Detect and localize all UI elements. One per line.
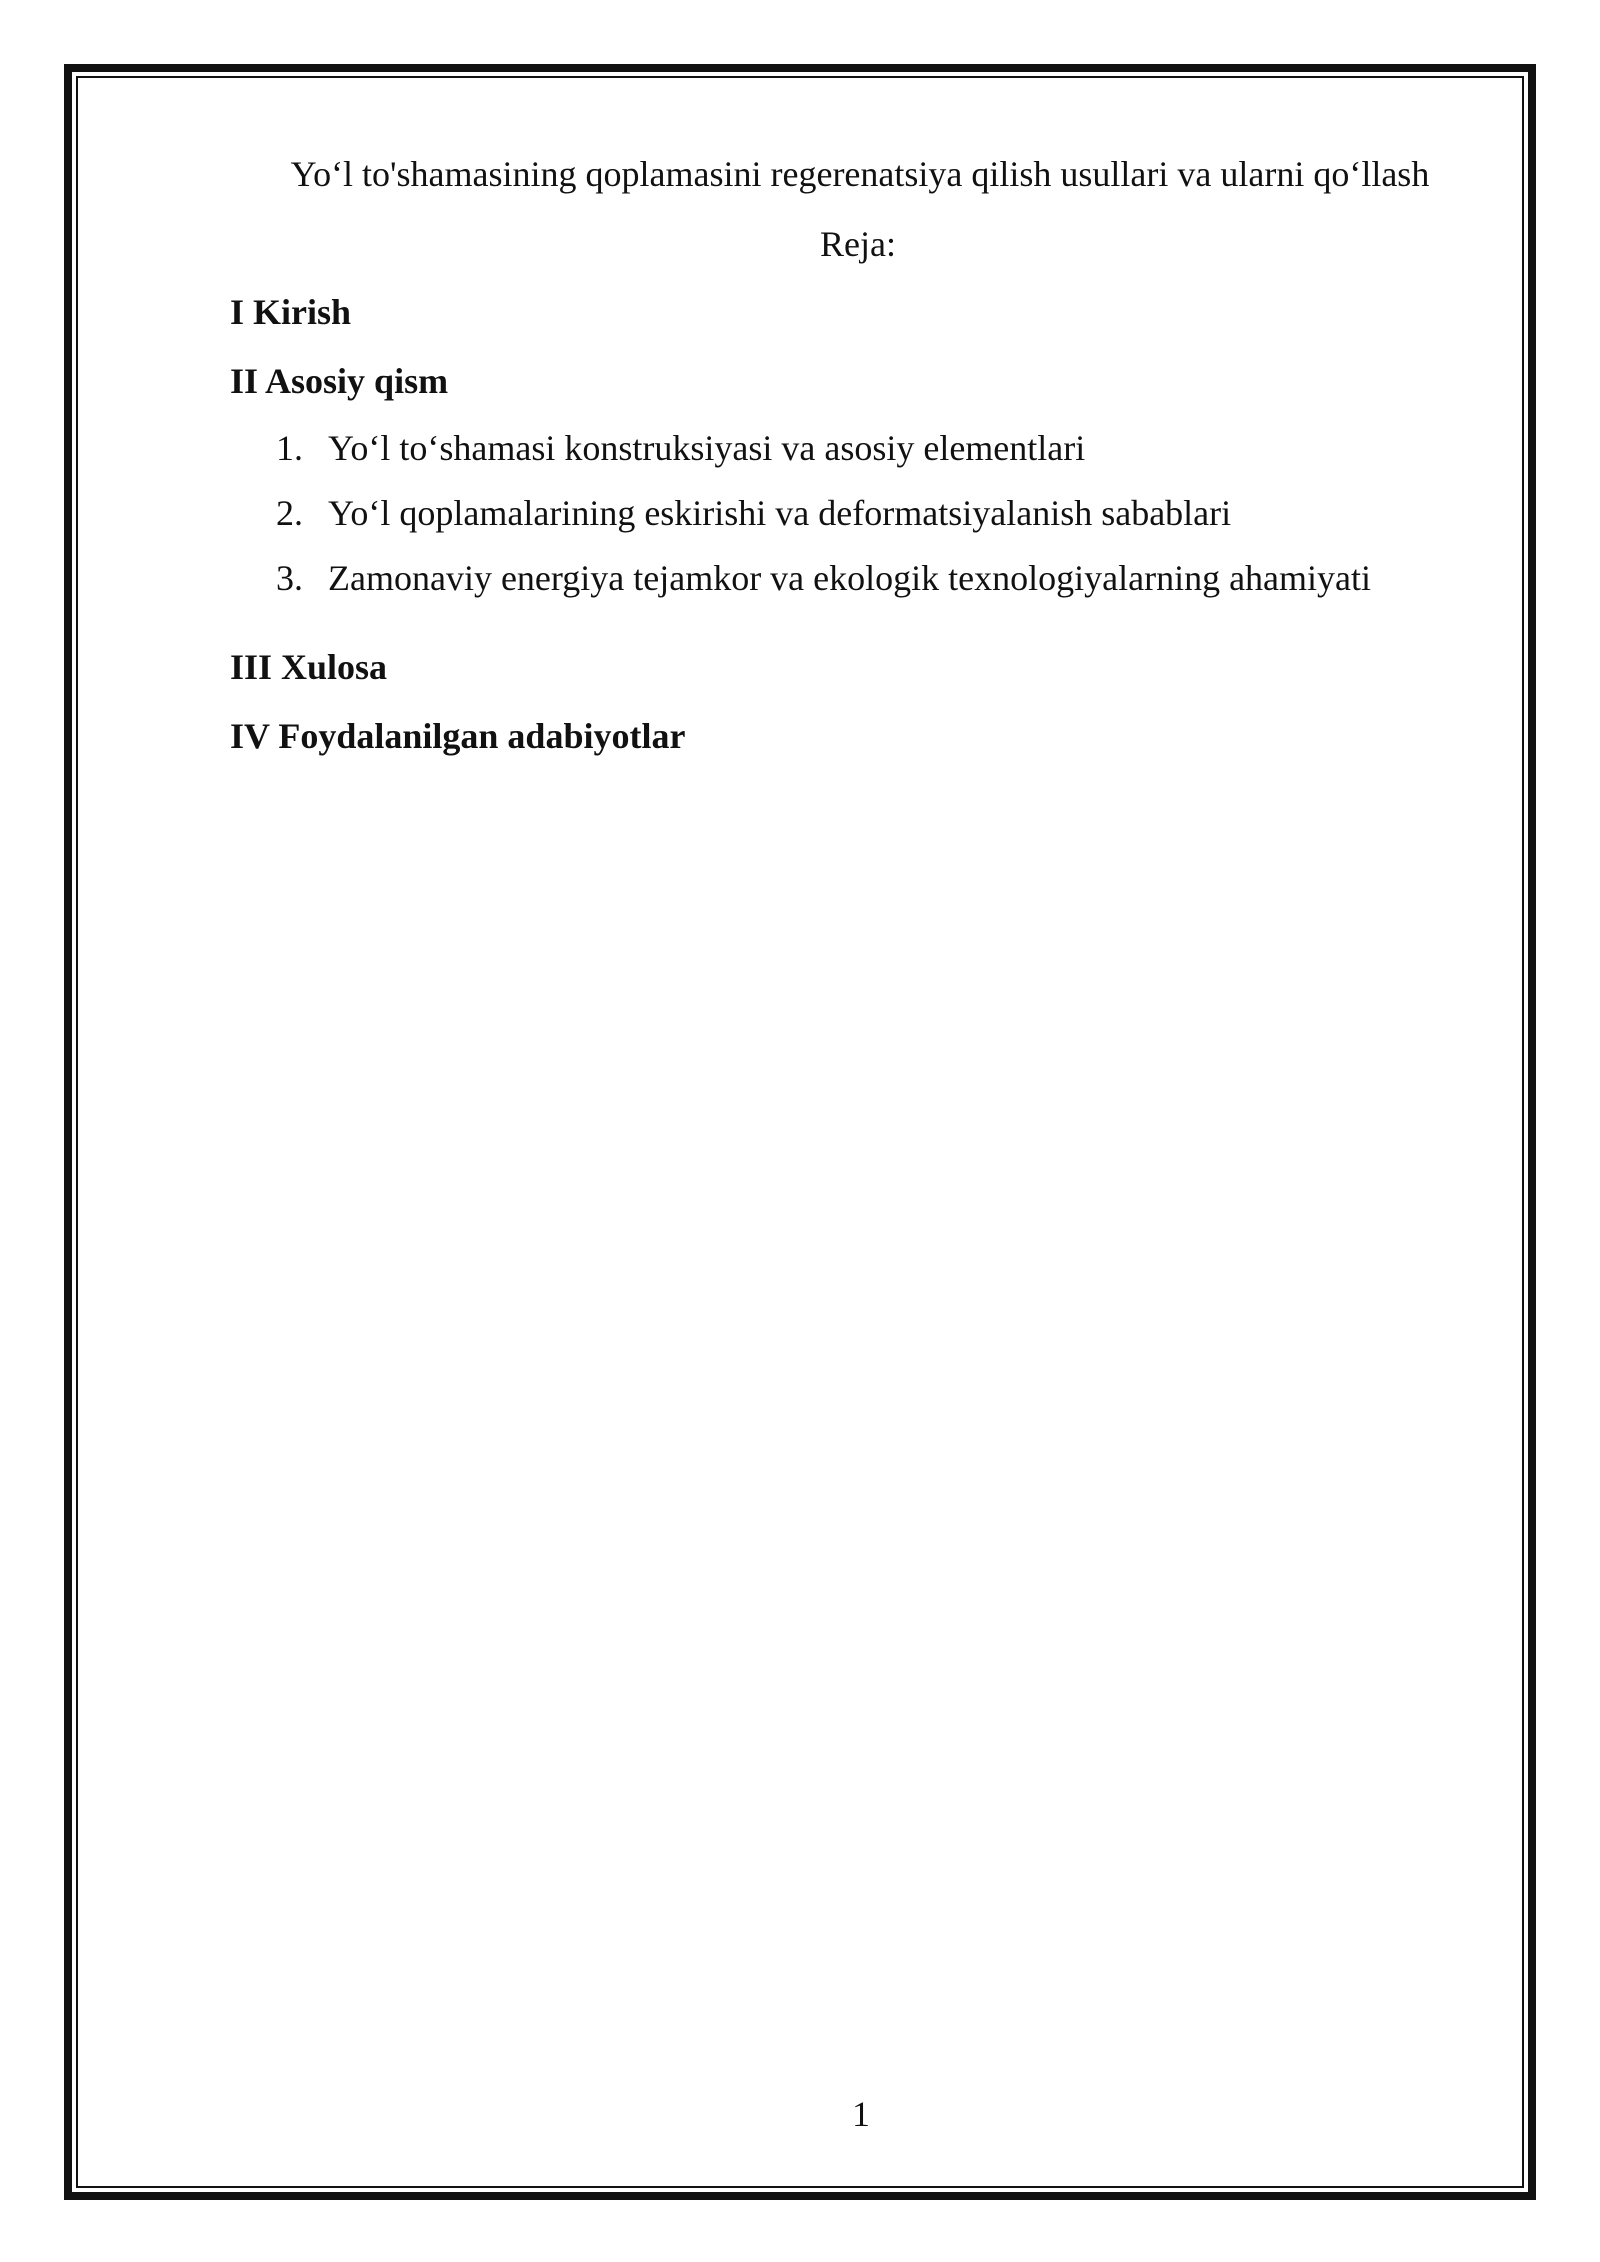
section-introduction: I Kirish: [230, 292, 352, 332]
document-title: Yo‘l to'shamasining qoplamasini regerenatsiya qilish usullari va ularni qo‘llash: [290, 154, 1430, 194]
plan-heading: Reja:: [820, 224, 896, 264]
section-conclusion: III Xulosa: [230, 647, 388, 687]
page-number: 1: [852, 2094, 870, 2134]
list-item-text: Yo‘l qoplamalarining eskirishi va deformatsiyalanish sabablari: [328, 493, 1232, 533]
section-references: IV Foydalanilgan adabiyotlar: [230, 716, 686, 756]
list-item-number: 3.: [276, 558, 303, 598]
list-item-number: 2.: [276, 493, 303, 533]
list-item-text: Zamonaviy energiya tejamkor va ekologik texnologiyalarning ahamiyati: [328, 558, 1372, 598]
list-item-text: Yo‘l to‘shamasi konstruksiyasi va asosiy elementlari: [328, 428, 1086, 468]
list-item-number: 1.: [276, 428, 303, 468]
section-main-part: II Asosiy qism: [230, 361, 449, 401]
